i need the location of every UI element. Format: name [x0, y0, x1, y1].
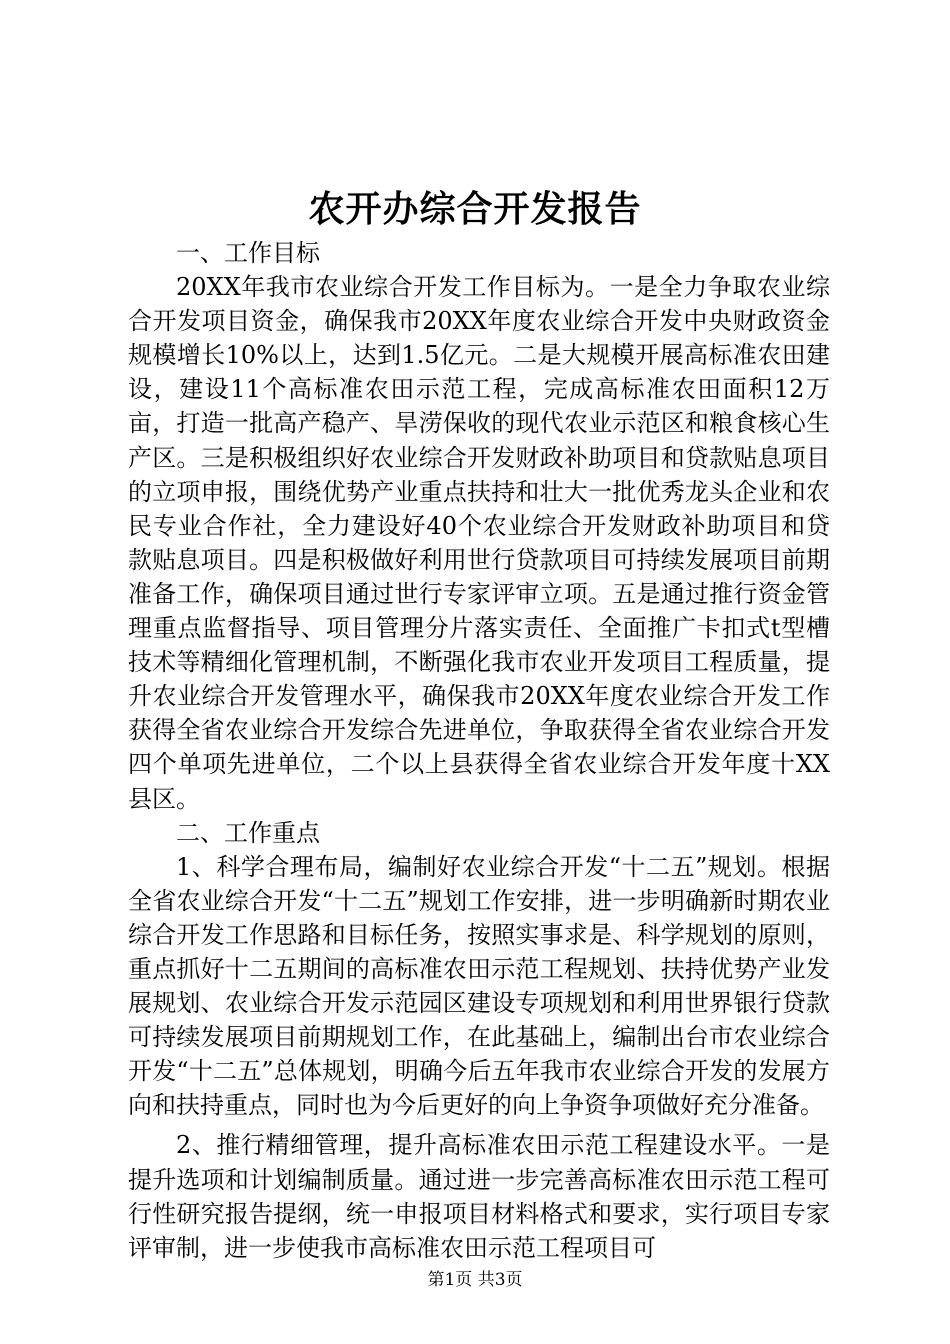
document-body: [128, 236, 830, 1265]
document-title: 农开办综合开发报告: [308, 188, 642, 230]
paragraph-management: 2、推行精细管理，提升高标准农田示范工程建设水平。一是提升选项和计划编制质量。通过进一步完善高标准农田示范工程可行性研究报告提纲，统一申报项目材料格式和要求，实行项目专家评审制，进一步使我市高标准农田示范工程项目可: [128, 1131, 830, 1262]
section-heading-priorities: 二、工作重点: [176, 818, 320, 847]
paragraph-goals: 20XX年我市农业综合开发工作目标为。一是全力争取农业综合开发项目资金，确保我市20XX年度农业综合开发中央财政资金规模增长10%以上，达到1.5亿元。二是大规模开展高标准农田建设，建设11个高标准农田示范工程，完成高标准农田面积12万亩，打造一批高产稳产、旱涝保收的现代农业示范区和粮食核心生产区。三是积极组织好农业综合开发财政补助项目和贷款贴息项目的立项申报，围绕优势产业重点扶持和壮大一批优秀龙头企业和农民专业合作社，全力建设好40个农业综合开发财政补助项目和贷款贴息项目。四是积极做好利用世行贷款项目可持续发展项目前期准备工作，确保项目通过世行专家评审立项。五是通过推行资金管理重点监督指导、项目管理分片落实责任、全面推广卡扣式t型槽技术等精细化管理机制，不断强化我市农业开发项目工程质量，提升农业综合开发管理水平，确保我市20XX年度农业综合开发工作获得全省农业综合开发综合先进单位，争取获得全省农业综合开发四个单项先进单位，二个以上县获得全省农业综合开发年度十XX县区。: [128, 273, 830, 813]
paragraph-planning: 1、科学合理布局，编制好农业综合开发“十二五”规划。根据全省农业综合开发“十二五”规划工作安排，进一步明确新时期农业综合开发工作思路和目标任务，按照实事求是、科学规划的原则，重点抓好十二五期间的高标准农田示范工程规划、扶持优势产业发展规划、农业综合开发示范园区建设专项规划和利用世界银行贷款可持续发展项目前期规划工作，在此基础上，编制出台市农业综合开发“十二五”总体规划，明确今后五年我市农业综合开发的发展方向和扶持重点，同时也为今后更好的向上争资争项做好充分准备。: [128, 852, 830, 1120]
page-footer: 第1页 共3页: [427, 1270, 523, 1290]
section-heading-goals: 一、工作目标: [176, 239, 320, 267]
